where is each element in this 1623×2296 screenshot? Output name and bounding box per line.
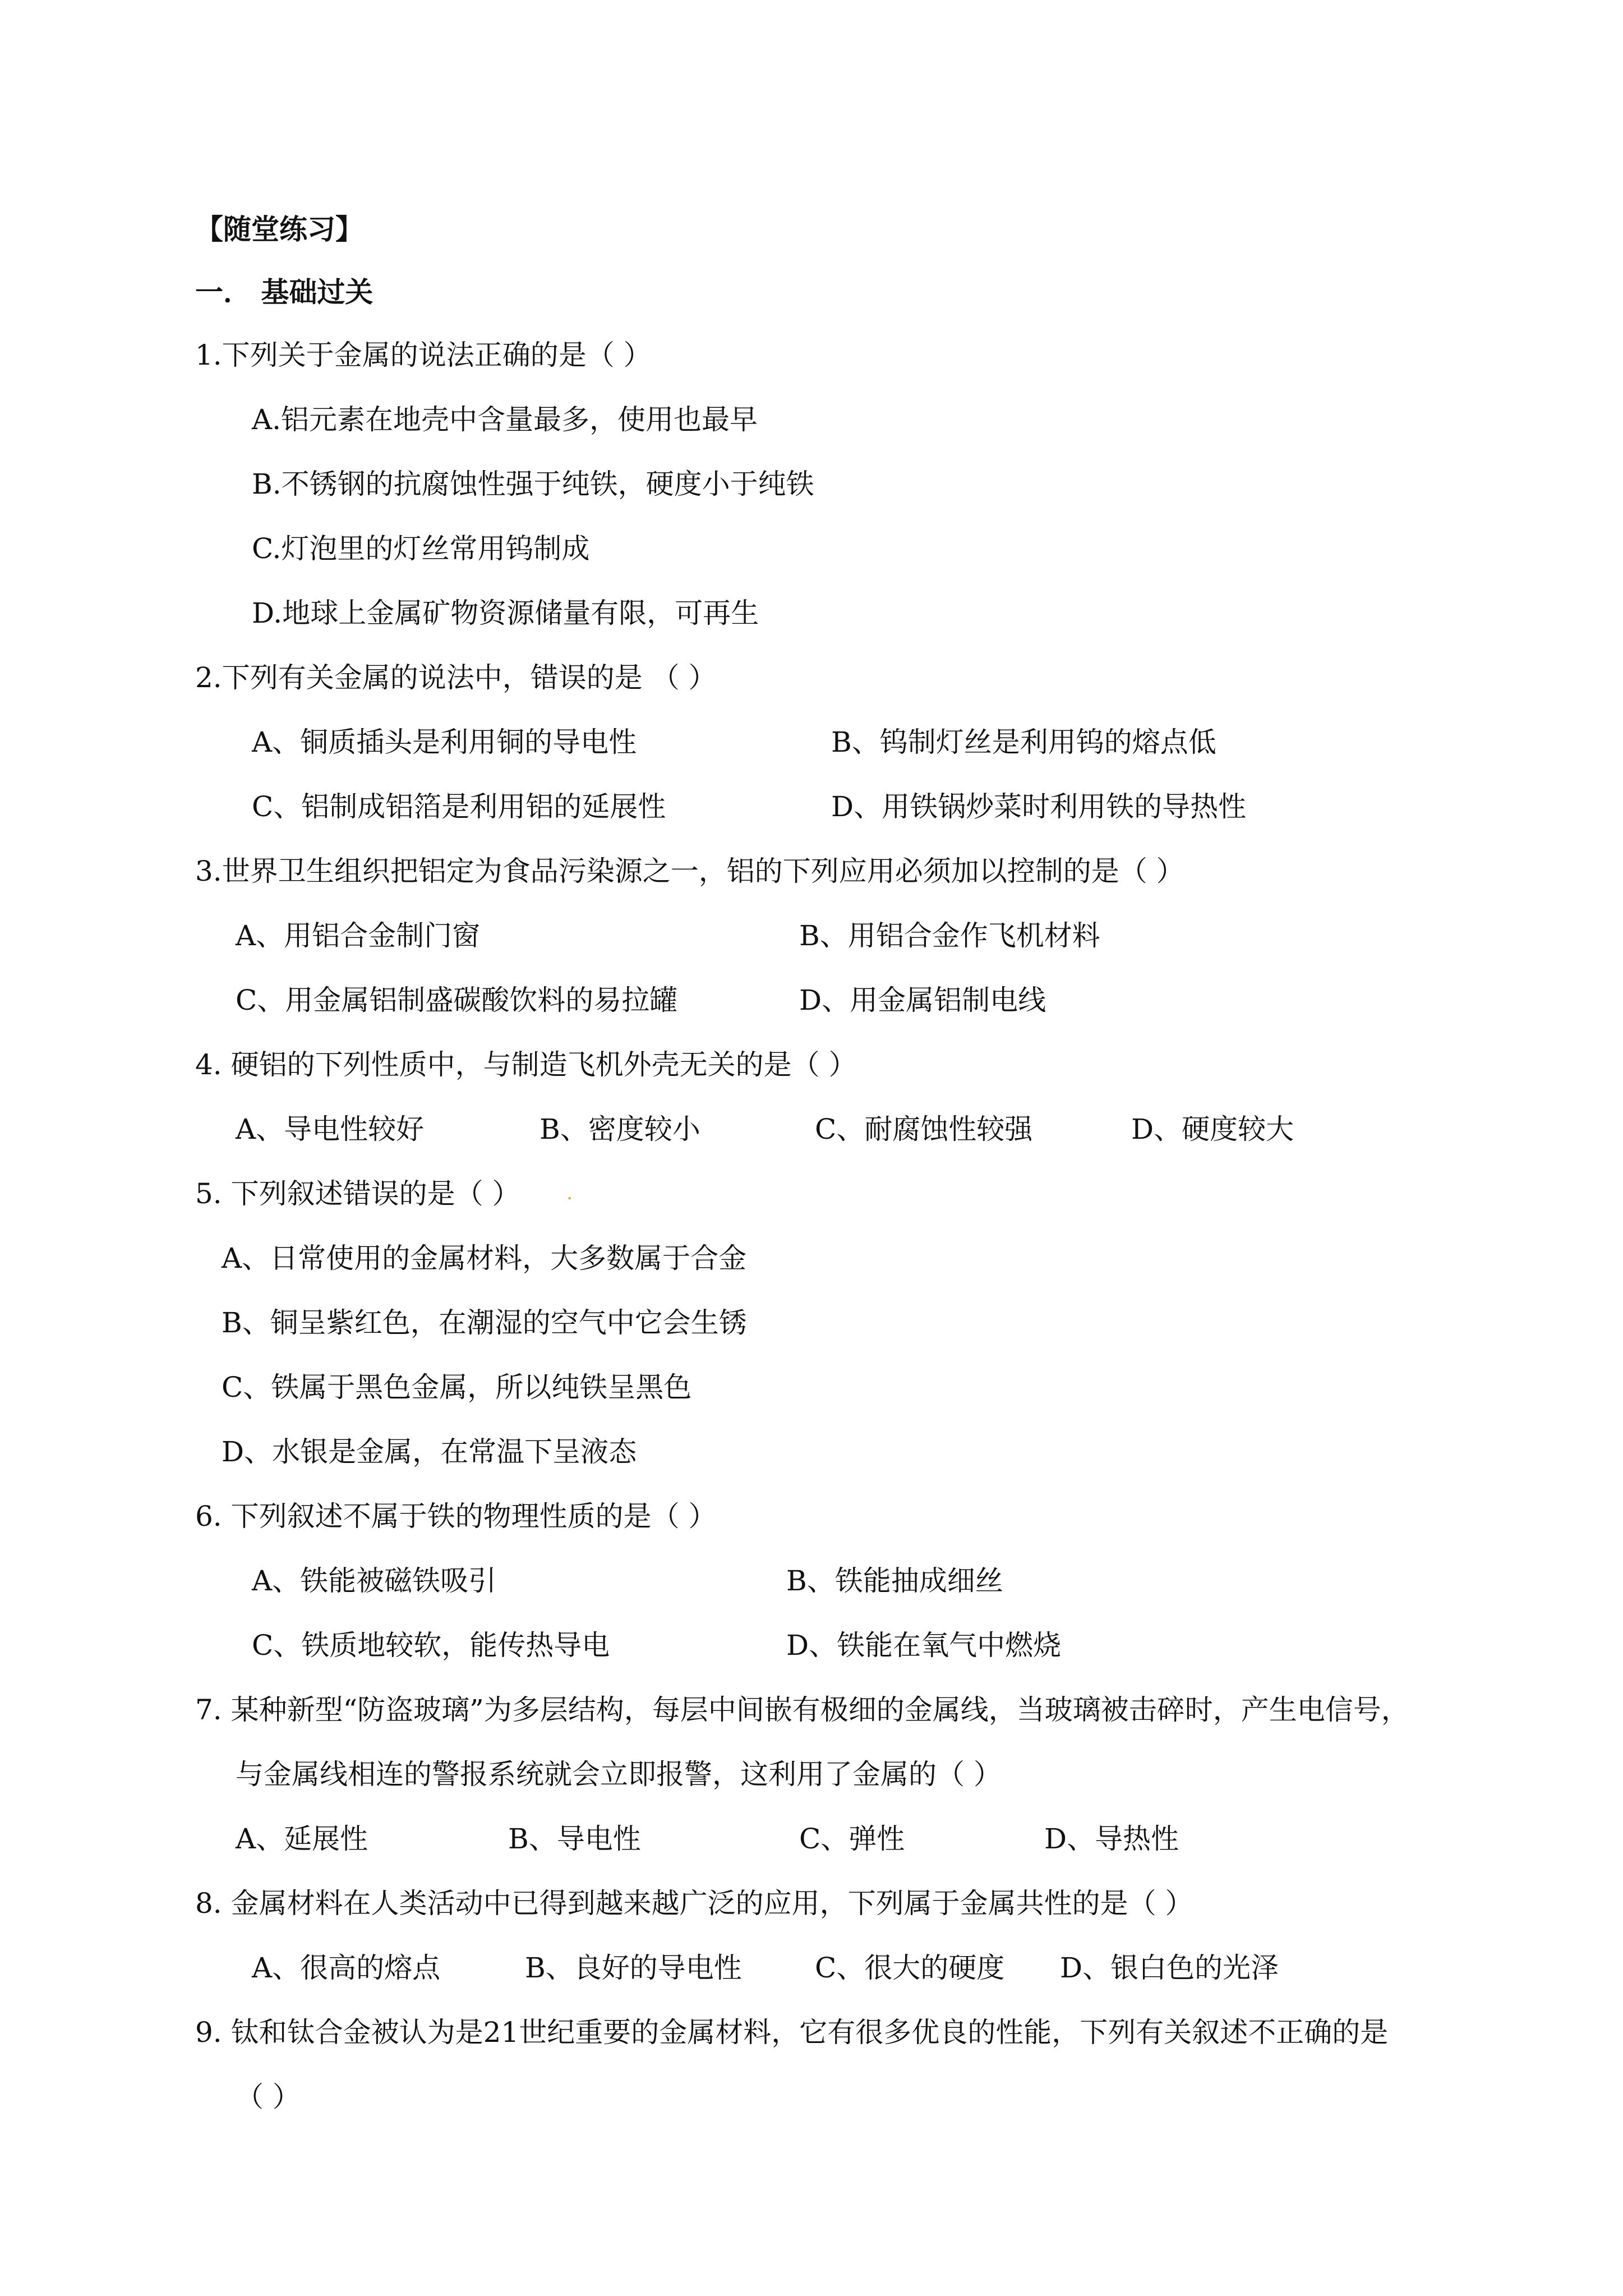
question-2-stem: 2.下列有关金属的说法中，错误的是 （ ）	[195, 661, 717, 694]
question-7-option-d: D、导热性	[1044, 1823, 1179, 1855]
question-3-stem: 3.世界卫生组织把铝定为食品污染源之一，铝的下列应用必须加以控制的是（ ）	[195, 855, 1184, 887]
question-3-option-a: A、用铝合金制门窗	[236, 919, 481, 952]
question-7-option-a: A、延展性	[236, 1823, 368, 1855]
question-8-option-b: B、良好的导电性	[525, 1952, 742, 1984]
question-1-option-a: A.铝元素在地壳中含量最多，使用也最早	[252, 403, 758, 436]
question-4-option-c: C、耐腐蚀性较强	[815, 1113, 1033, 1145]
question-9-stem-line-2: （ ）	[236, 2081, 301, 2113]
stray-dot-mark: .	[566, 1181, 573, 1204]
question-2-option-b: B、钨制灯丝是利用钨的熔点低	[831, 726, 1216, 758]
question-3-option-b: B、用铝合金作飞机材料	[799, 919, 1100, 952]
question-4-option-b: B、密度较小	[540, 1113, 700, 1145]
question-2-option-d: D、用铁锅炒菜时利用铁的导热性	[831, 790, 1247, 823]
question-6-stem: 6. 下列叙述不属于铁的物理性质的是（ ）	[195, 1500, 717, 1533]
question-1-stem: 1.下列关于金属的说法正确的是（ ）	[195, 339, 652, 371]
question-7-stem-line-1: 7. 某种新型“防盗玻璃”为多层结构，每层中间嵌有极细的金属线，当玻璃被击碎时，产生电信号，	[195, 1694, 1409, 1726]
question-8-stem: 8. 金属材料在人类活动中已得到越来越广泛的应用，下列属于金属共性的是（ ）	[195, 1887, 1193, 1920]
question-1-option-b: B.不锈钢的抗腐蚀性强于纯铁，硬度小于纯铁	[252, 468, 814, 500]
question-3-option-c: C、用金属铝制盛碳酸饮料的易拉罐	[236, 984, 678, 1016]
question-5-stem: 5. 下列叙述错误的是（ ）	[195, 1177, 520, 1210]
question-8-option-a: A、很高的熔点	[252, 1952, 441, 1984]
question-5-option-c: C、铁属于黑色金属，所以纯铁呈黑色	[222, 1371, 692, 1404]
question-7-option-b: B、导电性	[508, 1823, 641, 1855]
exercise-heading: 【随堂练习】	[195, 213, 363, 246]
question-8-option-c: C、很大的硬度	[815, 1952, 1005, 1984]
question-2-option-c: C、铝制成铝箔是利用铝的延展性	[252, 790, 666, 823]
question-1-option-c: C.灯泡里的灯丝常用钨制成	[252, 532, 590, 565]
question-5-option-a: A、日常使用的金属材料，大多数属于合金	[222, 1242, 747, 1274]
question-6-option-c: C、铁质地较软，能传热导电	[252, 1629, 610, 1662]
section-title: 一． 基础过关	[195, 275, 374, 309]
question-6-option-a: A、铁能被磁铁吸引	[252, 1565, 497, 1597]
question-5-option-b: B、铜呈紫红色，在潮湿的空气中它会生锈	[222, 1306, 747, 1339]
question-4-stem: 4. 硬铝的下列性质中，与制造飞机外壳无关的是（ ）	[195, 1048, 857, 1081]
question-2-option-a: A、铜质插头是利用铜的导电性	[252, 726, 637, 758]
question-7-option-c: C、弹性	[799, 1823, 905, 1855]
question-4-option-d: D、硬度较大	[1131, 1113, 1294, 1145]
question-1-option-d: D.地球上金属矿物资源储量有限，可再生	[252, 597, 759, 629]
question-6-option-b: B、铁能抽成细丝	[786, 1565, 1003, 1597]
question-9-stem-line-1: 9. 钛和钛合金被认为是21世纪重要的金属材料，它有很多优良的性能，下列有关叙述不正确的是	[195, 2016, 1389, 2049]
question-3-option-d: D、用金属铝制电线	[799, 984, 1046, 1016]
question-6-option-d: D、铁能在氧气中燃烧	[786, 1629, 1062, 1662]
question-8-option-d: D、银白色的光泽	[1060, 1952, 1279, 1984]
question-4-option-a: A、导电性较好	[236, 1113, 425, 1145]
question-5-option-d: D、水银是金属，在常温下呈液态	[222, 1435, 637, 1468]
question-7-stem-line-2: 与金属线相连的警报系统就会立即报警，这利用了金属的（ ）	[236, 1758, 1002, 1791]
